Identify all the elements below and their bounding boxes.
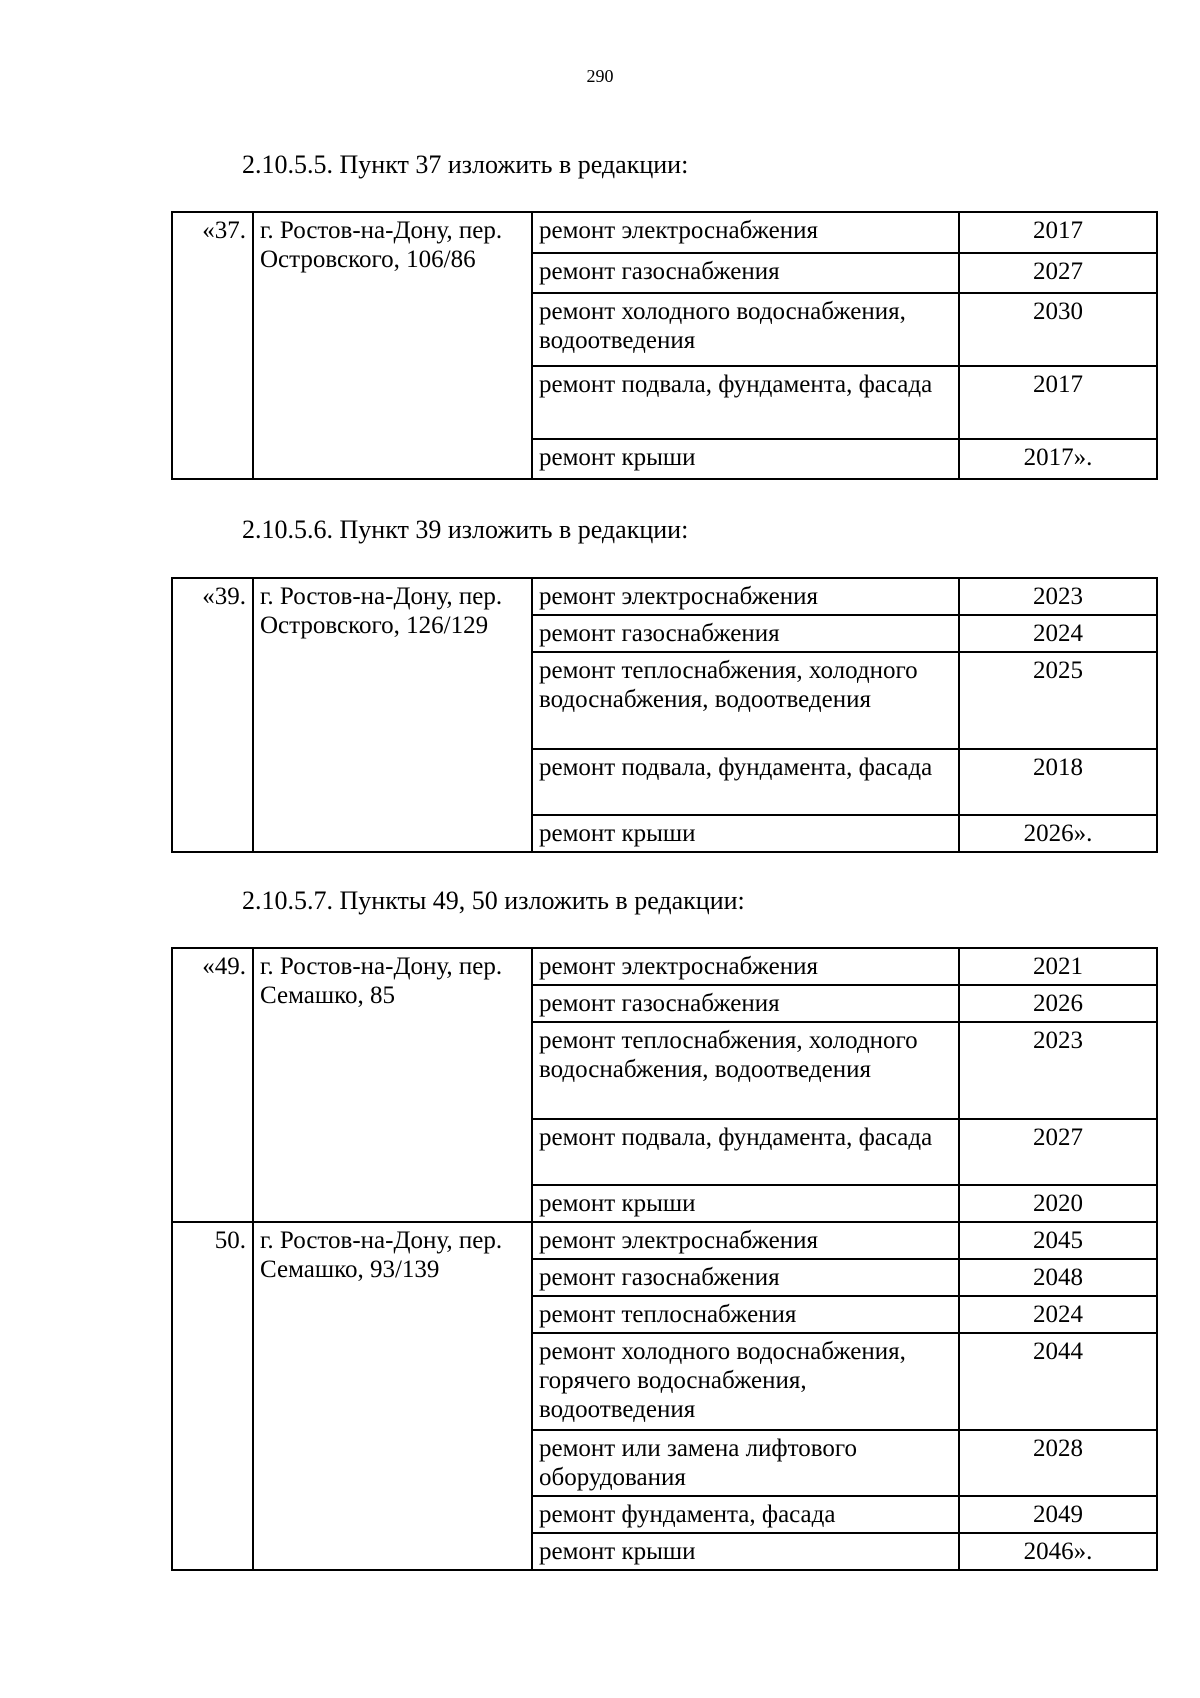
work-year: 2027	[959, 253, 1157, 293]
work-year: 2024	[959, 615, 1157, 652]
item-number: «37.	[172, 212, 253, 479]
section-heading: 2.10.5.7. Пункты 49, 50 изложить в редакции:	[242, 886, 745, 915]
work-name: ремонт холодного водоснабжения, водоотведения	[532, 293, 959, 366]
work-year: 2027	[959, 1119, 1157, 1185]
work-name: ремонт теплоснабжения, холодного водоснабжения, водоотведения	[532, 1022, 959, 1119]
work-year: 2023	[959, 1022, 1157, 1119]
work-name: ремонт электроснабжения	[532, 212, 959, 253]
work-year: 2030	[959, 293, 1157, 366]
page-number: 290	[586, 66, 614, 86]
work-year: 2017	[959, 212, 1157, 253]
item-address: г. Ростов-на-Дону, пер. Семашко, 93/139	[253, 1222, 532, 1570]
work-name: ремонт холодного водоснабжения, горячего водоснабжения, водоотведения	[532, 1333, 959, 1430]
work-name: ремонт теплоснабжения	[532, 1296, 959, 1333]
works-table	[171, 577, 1158, 853]
work-year: 2023	[959, 578, 1157, 615]
work-name: ремонт газоснабжения	[532, 253, 959, 293]
work-name: ремонт подвала, фундамента, фасада	[532, 366, 959, 439]
item-number: 50.	[172, 1222, 253, 1570]
item-address: г. Ростов-на-Дону, пер. Семашко, 85	[253, 948, 532, 1222]
work-year: 2028	[959, 1430, 1157, 1496]
work-name: ремонт электроснабжения	[532, 1222, 959, 1259]
work-year: 2018	[959, 749, 1157, 815]
work-name: ремонт подвала, фундамента, фасада	[532, 1119, 959, 1185]
work-year: 2026».	[959, 815, 1157, 852]
item-number: «39.	[172, 578, 253, 852]
work-year: 2021	[959, 948, 1157, 985]
work-name: ремонт подвала, фундамента, фасада	[532, 749, 959, 815]
work-name: ремонт крыши	[532, 1533, 959, 1570]
work-year: 2049	[959, 1496, 1157, 1533]
work-name: ремонт фундамента, фасада	[532, 1496, 959, 1533]
work-name: ремонт газоснабжения	[532, 1259, 959, 1296]
work-year: 2046».	[959, 1533, 1157, 1570]
work-name: ремонт крыши	[532, 439, 959, 479]
work-year: 2017».	[959, 439, 1157, 479]
work-name: ремонт газоснабжения	[532, 615, 959, 652]
work-year: 2025	[959, 652, 1157, 749]
work-year: 2048	[959, 1259, 1157, 1296]
work-year: 2024	[959, 1296, 1157, 1333]
section-heading: 2.10.5.5. Пункт 37 изложить в редакции:	[242, 150, 689, 179]
work-name: ремонт электроснабжения	[532, 578, 959, 615]
work-name: ремонт электроснабжения	[532, 948, 959, 985]
section-heading: 2.10.5.6. Пункт 39 изложить в редакции:	[242, 515, 689, 544]
work-year: 2017	[959, 366, 1157, 439]
work-name: ремонт газоснабжения	[532, 985, 959, 1022]
work-name: ремонт крыши	[532, 815, 959, 852]
work-name: ремонт теплоснабжения, холодного водоснабжения, водоотведения	[532, 652, 959, 749]
works-table	[171, 211, 1158, 480]
work-year: 2026	[959, 985, 1157, 1022]
work-year: 2020	[959, 1185, 1157, 1222]
item-number: «49.	[172, 948, 253, 1222]
work-name: ремонт или замена лифтового оборудования	[532, 1430, 959, 1496]
work-name: ремонт крыши	[532, 1185, 959, 1222]
work-year: 2045	[959, 1222, 1157, 1259]
item-address: г. Ростов-на-Дону, пер. Островского, 126/129	[253, 578, 532, 852]
item-address: г. Ростов-на-Дону, пер. Островского, 106/86	[253, 212, 532, 479]
works-table	[171, 947, 1158, 1571]
work-year: 2044	[959, 1333, 1157, 1430]
